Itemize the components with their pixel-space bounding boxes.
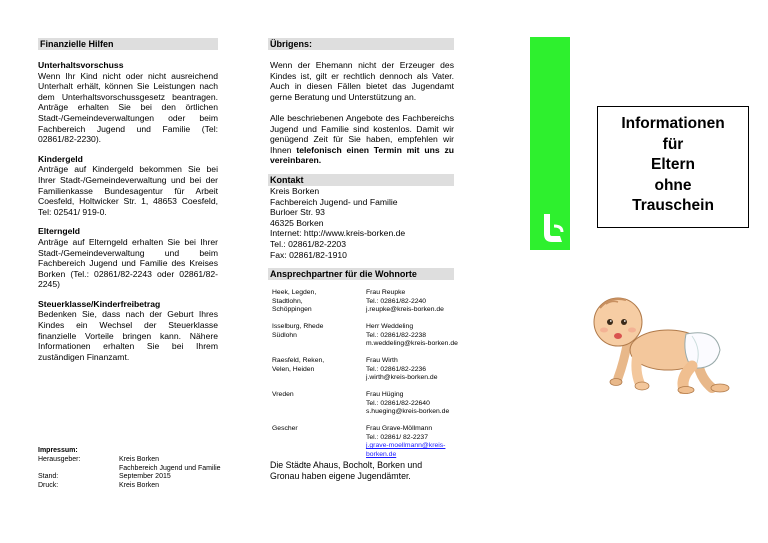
impressum-label: Herausgeber:	[38, 456, 81, 463]
partner-places	[272, 289, 316, 315]
kontakt-line: 46325 Borken	[270, 217, 324, 228]
kontakt-line: Fachbereich Jugend- und Familie	[270, 196, 398, 207]
partner-places	[272, 323, 323, 340]
termin-hint: telefonisch einen Termin mit uns zu vereinbaren.	[270, 144, 454, 166]
section-title: Unterhaltsvorschuss	[38, 60, 124, 70]
contact-email[interactable]: j.reupke@kreis-borken.de	[366, 306, 444, 314]
impressum-value: September 2015	[119, 473, 171, 481]
kontakt-website[interactable]: Internet: http://www.kreis-borken.de	[270, 228, 406, 239]
partner-places	[272, 357, 324, 374]
unterhaltsvorschuss-section	[38, 60, 218, 145]
title-line: Eltern	[651, 156, 695, 173]
kontakt-phone: Tel.: 02861/82-2203	[270, 238, 346, 249]
contact-phone: Tel.: 02861/82-2238	[366, 331, 427, 339]
steuerklasse-section	[38, 299, 218, 363]
contact-name: Frau Hüging	[366, 391, 404, 398]
partner-contact	[366, 357, 438, 383]
contact-phone: Tel.: 02861/ 82-2237	[366, 433, 428, 441]
contact-email-link[interactable]: j.grave-moellmann@kreis-	[366, 442, 446, 450]
section-text: Anträge auf Elterngeld erhalten Sie bei Ihrer Stadt-/Gemeindeverwaltung und beim Fachbereich Jugend und Familie des Kreises Borken (Tel.: 02861/82-2243 oder 02861/82-2245)	[38, 236, 218, 290]
section-title: Steuerklasse/Kinderfreibetrag	[38, 298, 161, 309]
section-title: Elterngeld	[38, 226, 81, 237]
contact-email[interactable]: j.wirth@kreis-borken.de	[366, 374, 438, 382]
place: Heek, Legden,	[272, 289, 317, 296]
section-text: Wenn Ihr Kind nicht oder nicht ausreichend Unterhalt erhält, können Sie Leistungen nach dem Unterhaltsvorschussgesetz beantragen. Anträge erhalten Sie bei den örtlichen Stadt-/Gemeindeverwaltungen oder beim Fachbereich Jugend und Familie (Tel: 02861/82-2230).	[38, 70, 218, 145]
section-header-uebrigens: Übrigens:	[268, 38, 454, 50]
contact-email[interactable]: s.hueging@kreis-borken.de	[366, 408, 450, 416]
title-line: Trauschein	[632, 197, 714, 214]
contact-email[interactable]: m.weddeling@kreis-borken.de	[366, 340, 458, 348]
section-header-kontakt: Kontakt	[268, 174, 454, 186]
section-text: Anträge auf Kindergeld bekommen Sie bei Ihrer Stadt-/Gemeindeverwaltung und bei der Familienkasse Bundesagentur für Arbeit Coesfeld, Holtwicker Str. 1, 48653 Coesfeld, Tel: 02541/ 919-0.	[38, 164, 218, 217]
impressum-label: Druck:	[38, 481, 59, 489]
place: Velen, Heiden	[272, 365, 315, 373]
place: Gescher	[272, 425, 298, 432]
place: Schöppingen	[272, 306, 312, 314]
partner-places	[272, 425, 298, 434]
partner-contact	[366, 425, 445, 459]
contact-name: Frau Wirth	[366, 357, 398, 364]
angebote-text: Alle beschriebenen Angebote des Fachbereichs Jugend und Familie sind kostenlos. Damit wir genügend Zeit für Sie haben, empfehlen wir Ihnen	[270, 113, 454, 155]
partner-contact	[366, 289, 444, 315]
impressum-value: Fachbereich Jugend und Familie	[119, 464, 221, 472]
place: Stadtlohn,	[272, 297, 303, 305]
angebote-paragraph	[270, 113, 454, 166]
kontakt-fax: Fax: 02861/82-1910	[270, 249, 347, 260]
contact-phone: Tel.: 02861/82-22640	[366, 399, 430, 407]
kontakt-line: Burloer Str. 93	[270, 207, 325, 218]
partner-places	[272, 391, 294, 400]
kindergeld-section	[38, 154, 218, 218]
contact-email-link[interactable]: borken.de	[366, 450, 397, 458]
contact-phone: Tel.: 02861/82-2236	[366, 365, 427, 373]
finanzielle-hilfen-content	[38, 60, 218, 371]
section-header-ansprechpartner: Ansprechpartner für die Wohnorte	[268, 268, 454, 280]
kontakt-address	[270, 186, 454, 260]
partner-contact	[366, 391, 449, 417]
contact-phone: Tel.: 02861/82-2240	[366, 297, 427, 305]
impressum-label: Stand:	[38, 473, 59, 481]
section-text: Bedenken Sie, dass nach der Geburt Ihres Kindes ein Wechsel der Steuerklasse finanzielle Vorteile bringen kann. Nähere Informationen erhalten Sie bei Ihrem zuständigen Finanzamt.	[38, 309, 218, 362]
title-line: ohne	[654, 176, 692, 194]
place: Vreden	[272, 391, 294, 398]
uebrigens-paragraph: Wenn der Ehemann nicht der Erzeuger des Kindes ist, gilt er rechtlich dennoch als Vater. Auch in diesen Fällen bietet das Jugendamt gerne Beratung und Unterstützung an.	[270, 60, 454, 102]
kreis-logo-icon	[536, 212, 566, 246]
jugendaemter-note: Die Städte Ahaus, Bocholt, Borken und Gronau haben eigene Jugendämter.	[270, 460, 423, 481]
impressum-value: Kreis Borken	[119, 481, 160, 489]
partner-contact	[366, 323, 458, 349]
place: Isselburg, Rhede	[272, 323, 324, 330]
kontakt-line: Kreis Borken	[270, 186, 320, 196]
place: Raesfeld, Reken,	[272, 357, 325, 364]
place: Südlohn	[272, 331, 297, 339]
impressum-title: Impressum:	[38, 447, 78, 454]
contact-name: Frau Grave-Möllmann	[366, 425, 433, 432]
impressum-value: Kreis Borken	[119, 456, 160, 463]
contact-name: Herr Weddeling	[366, 323, 414, 330]
section-header-finanzielle-hilfen: Finanzielle Hilfen	[38, 38, 218, 50]
title-line: Informationen	[621, 115, 725, 132]
contact-name: Frau Reupke	[366, 289, 406, 296]
title-line: für	[662, 135, 684, 153]
section-title: Kindergeld	[38, 153, 83, 164]
elterngeld-section	[38, 226, 218, 290]
crawling-baby-icon	[588, 292, 738, 394]
brochure-title	[597, 106, 749, 228]
